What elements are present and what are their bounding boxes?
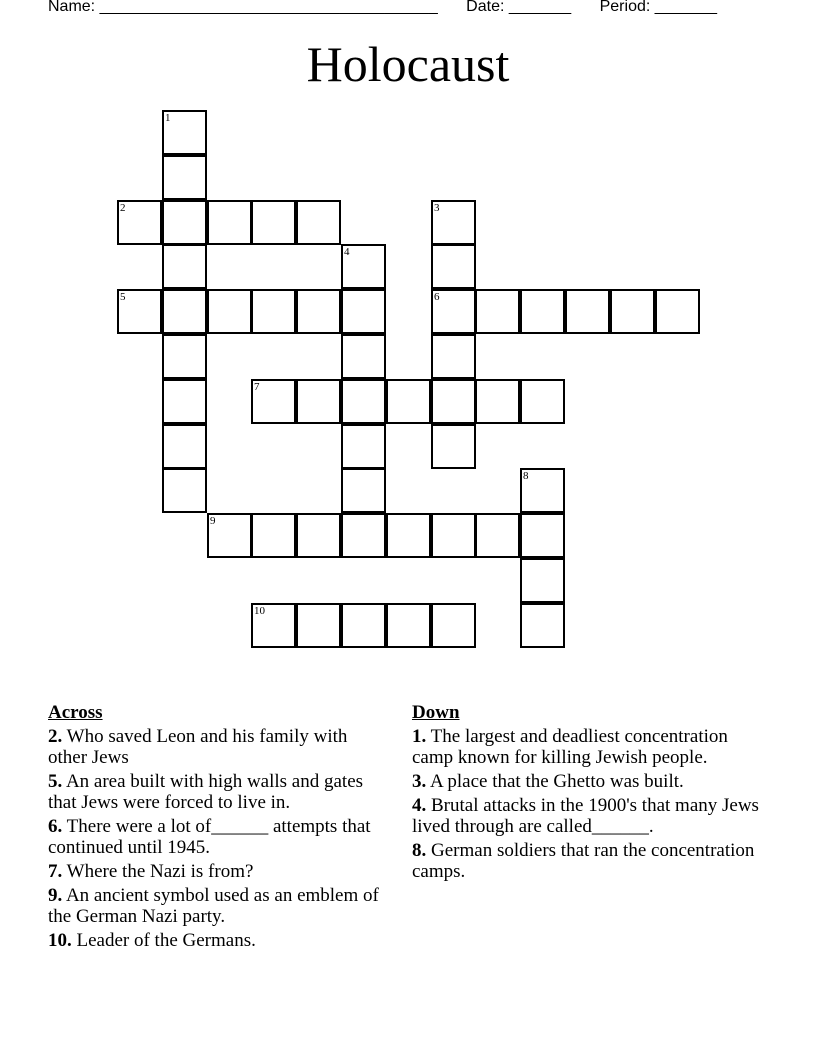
clue-number: 6 [434,291,440,303]
clue-number: 7 [254,381,260,393]
name-field[interactable]: Name: ______________________________________ [48,0,438,15]
grid-cell[interactable] [431,244,476,289]
grid-cell[interactable] [386,603,431,648]
down-clues [412,702,772,885]
grid-cell[interactable] [296,289,341,334]
grid-cell[interactable] [520,379,565,424]
grid-cell[interactable] [117,289,162,334]
clue-number: 4 [344,246,350,258]
across-heading: Across [48,702,103,723]
across-clue: 5. An area built with high walls and gates that Jews were forced to live in. [48,771,364,813]
down-heading: Down [412,702,460,723]
grid-cell[interactable] [565,289,610,334]
down-clue: 3. A place that the Ghetto was built. [412,771,684,792]
grid-cell[interactable] [251,200,296,245]
clue-number: 9 [210,515,216,527]
grid-cell[interactable] [520,513,565,558]
grid-cell[interactable] [520,468,565,513]
grid-cell[interactable] [341,513,386,558]
grid-cell[interactable] [162,244,207,289]
grid-cell[interactable] [431,289,476,334]
clue-number: 8 [523,470,529,482]
grid-cell[interactable] [610,289,655,334]
date-field[interactable]: Date: _______ [466,0,572,15]
grid-cell[interactable] [341,379,386,424]
grid-cell[interactable] [341,289,386,334]
grid-cell[interactable] [431,379,476,424]
grid-cell[interactable] [475,379,520,424]
across-clue: 7. Where the Nazi is from? [48,861,254,882]
grid-cell[interactable] [341,334,386,379]
clue-number: 10 [254,605,265,617]
grid-cell[interactable] [386,379,431,424]
across-clue: 6. There were a lot of______ attempts that continued until 1945. [48,816,371,858]
grid-cell[interactable] [431,200,476,245]
grid-cell[interactable] [162,110,207,155]
grid-cell[interactable] [520,558,565,603]
grid-cell[interactable] [431,513,476,558]
grid-cell[interactable] [162,334,207,379]
grid-cell[interactable] [341,424,386,469]
clue-number: 3 [434,202,440,214]
grid-cell[interactable] [251,603,296,648]
grid-cell[interactable] [162,468,207,513]
grid-cell[interactable] [341,603,386,648]
grid-cell[interactable] [296,379,341,424]
grid-cell[interactable] [117,200,162,245]
grid-cell[interactable] [431,603,476,648]
down-clue: 4. Brutal attacks in the 1900's that many Jews lived through are called______. [412,795,759,837]
grid-cell[interactable] [251,513,296,558]
grid-cell[interactable] [296,603,341,648]
grid-cell[interactable] [162,289,207,334]
grid-cell[interactable] [162,155,207,200]
grid-cell[interactable] [475,289,520,334]
grid-cell[interactable] [431,424,476,469]
grid-cell[interactable] [341,468,386,513]
grid-cell[interactable] [296,513,341,558]
grid-cell[interactable] [207,513,252,558]
across-clues [48,702,388,954]
clue-number: 5 [120,291,126,303]
grid-cell[interactable] [520,289,565,334]
grid-cell[interactable] [475,513,520,558]
grid-cell[interactable] [251,289,296,334]
grid-cell[interactable] [520,603,565,648]
grid-cell[interactable] [341,244,386,289]
clue-number: 2 [120,202,126,214]
grid-cell[interactable] [296,200,341,245]
clue-number: 1 [165,112,171,124]
grid-cell[interactable] [431,334,476,379]
grid-cell[interactable] [251,379,296,424]
across-clue: 2. Who saved Leon and his family with other Jews [48,726,348,768]
grid-cell[interactable] [207,289,252,334]
period-field[interactable]: Period: _______ [599,0,718,15]
across-clue: 9. An ancient symbol used as an emblem of the German Nazi party. [48,885,379,927]
grid-cell[interactable] [162,424,207,469]
grid-cell[interactable] [162,200,207,245]
grid-cell[interactable] [207,200,252,245]
page-title: Holocaust [306,36,510,92]
grid-cell[interactable] [386,513,431,558]
across-clue: 10. Leader of the Germans. [48,930,256,951]
down-clue: 8. German soldiers that ran the concentration camps. [412,840,755,882]
down-clue: 1. The largest and deadliest concentration camp known for killing Jewish people. [412,726,728,768]
grid-cell[interactable] [162,379,207,424]
grid-cell[interactable] [655,289,700,334]
